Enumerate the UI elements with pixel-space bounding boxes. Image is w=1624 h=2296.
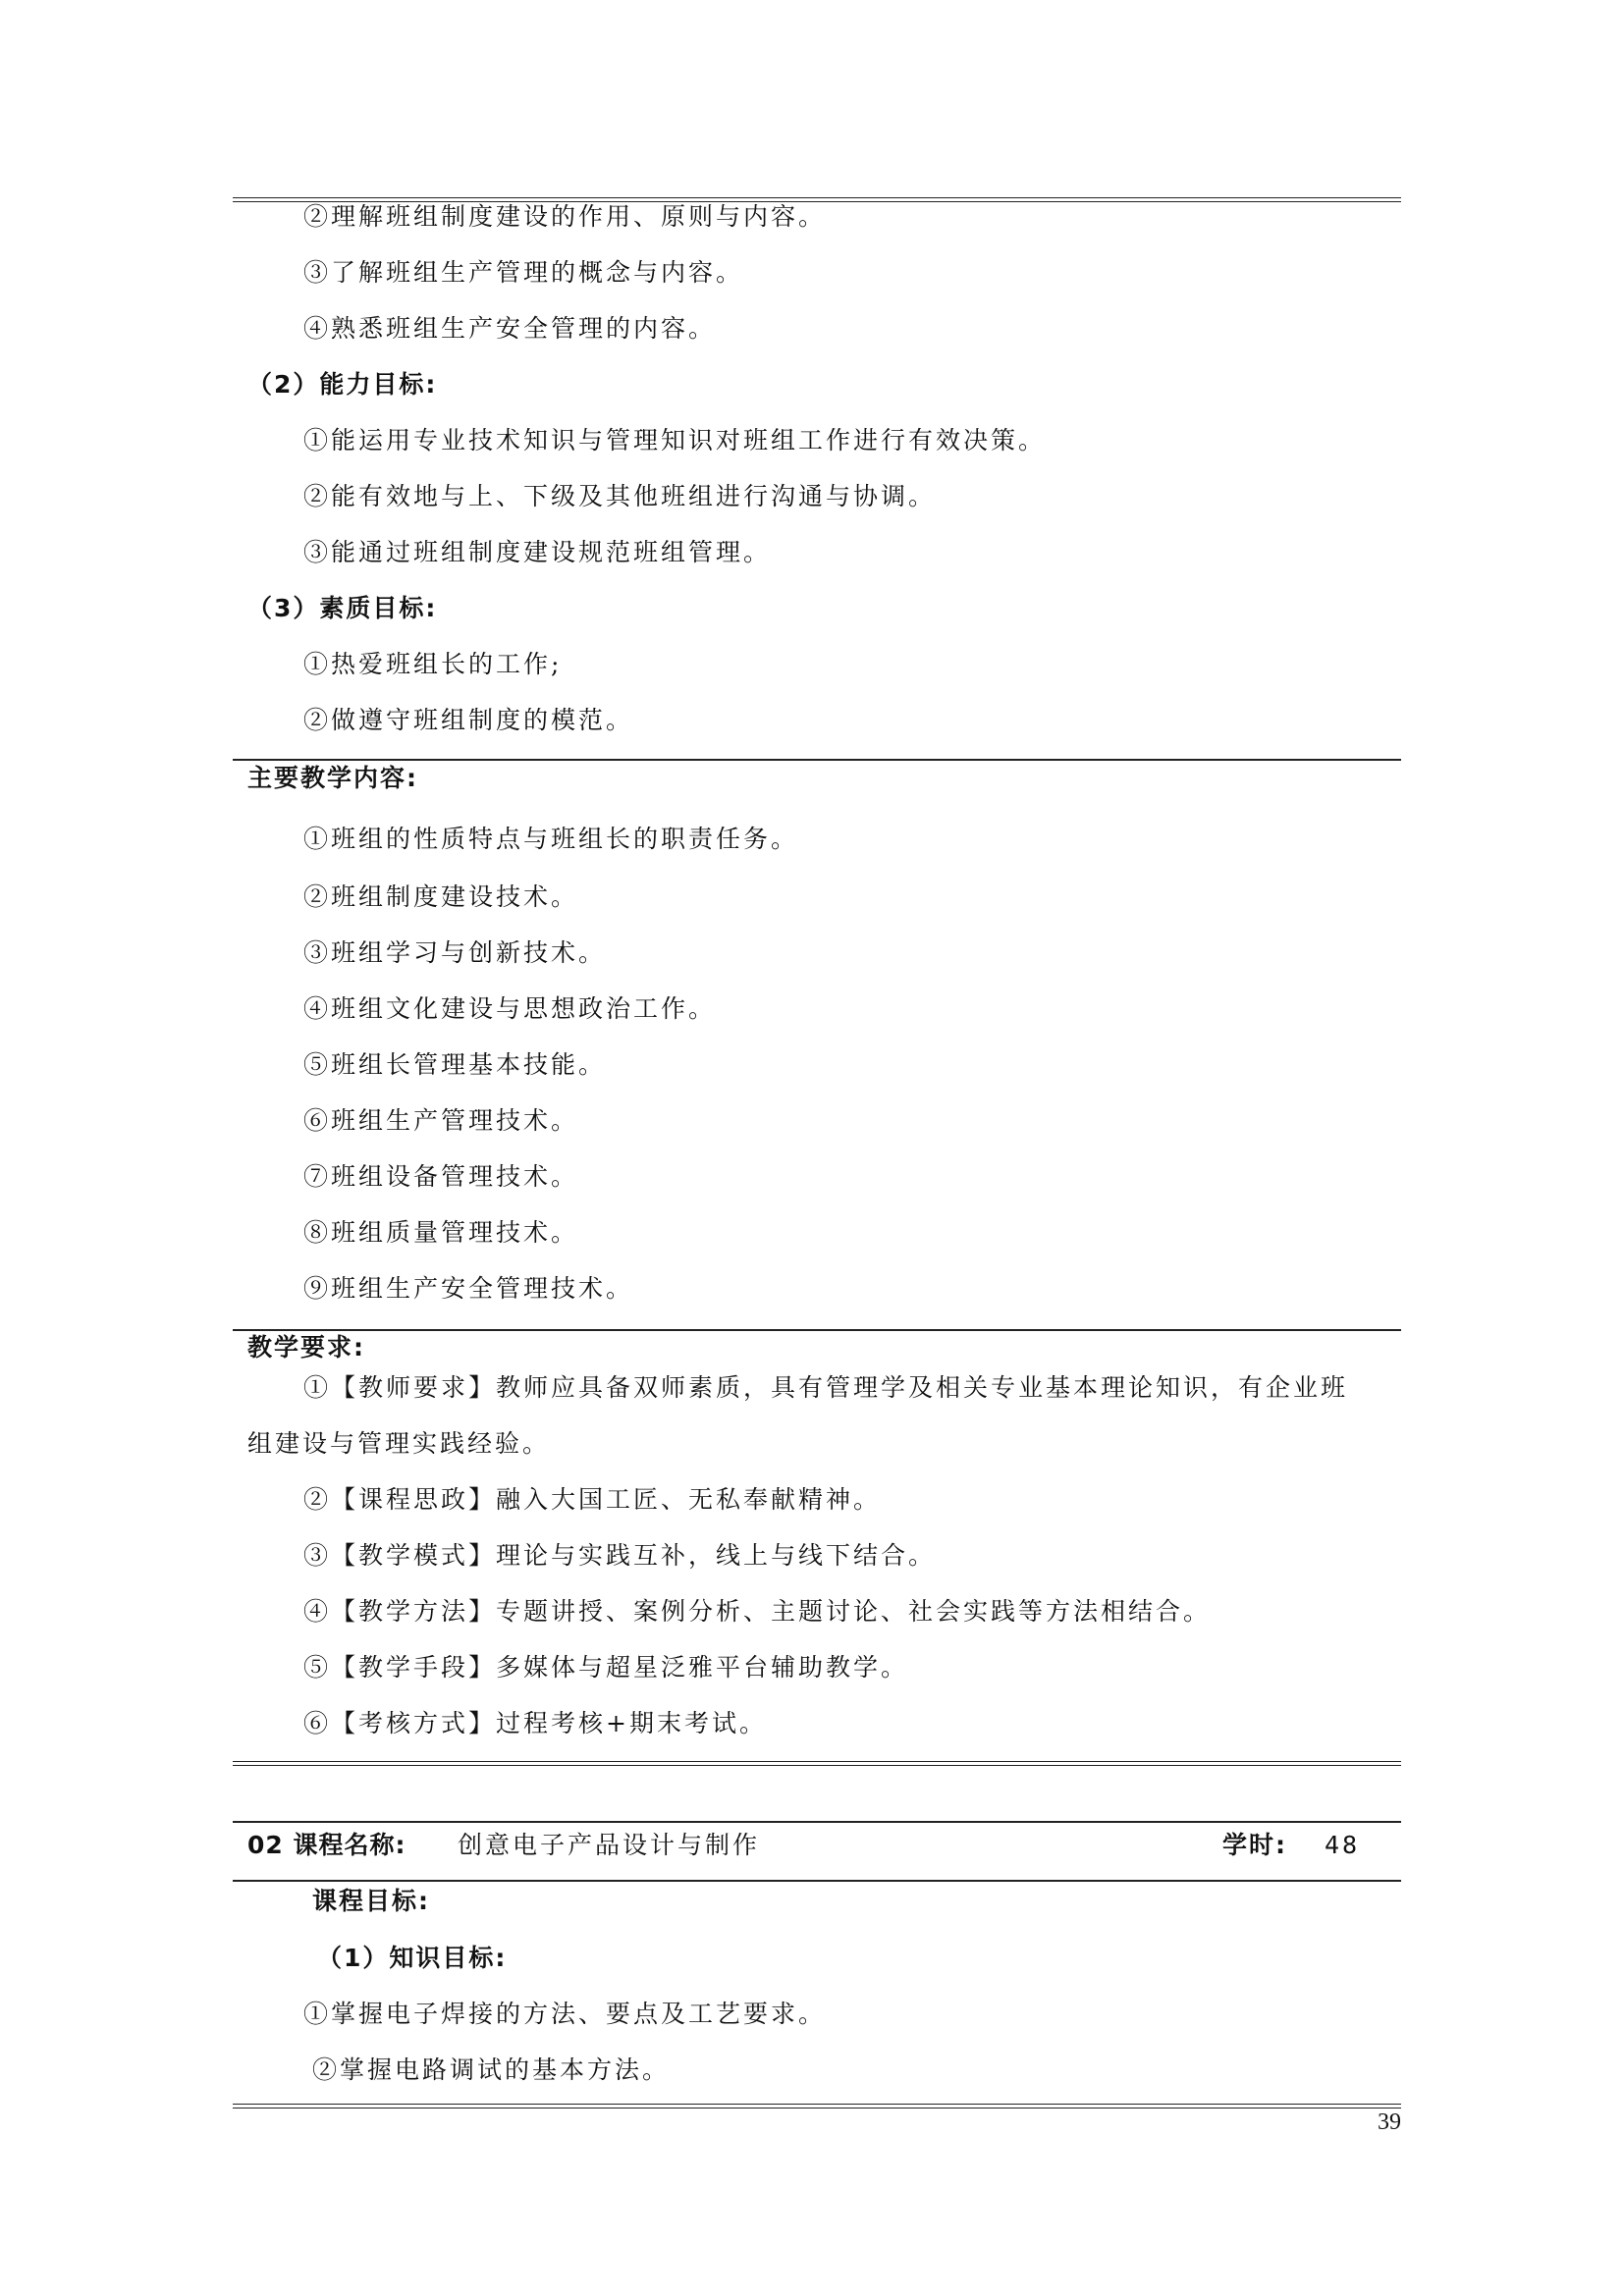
ability-item: ②能有效地与上、下级及其他班组进行沟通与协调。 (303, 482, 937, 510)
requirements-heading: 教学要求: (247, 1333, 365, 1362)
knowledge-item: ④熟悉班组生产安全管理的内容。 (303, 314, 717, 343)
course-name-value: 创意电子产品设计与制作 (458, 1831, 761, 1859)
quality-heading: （3）素质目标: (247, 594, 438, 622)
requirement-item: ⑤【教学手段】多媒体与超星泛雅平台辅助教学。 (303, 1653, 909, 1682)
section-divider (233, 759, 1401, 761)
bottom-rule (233, 2104, 1401, 2109)
requirement-item: ③【教学模式】理论与实践互补，线上与线下结合。 (303, 1541, 937, 1570)
knowledge-item: ②掌握电路调试的基本方法。 (312, 2056, 671, 2084)
ability-item: ③能通过班组制度建设规范班组管理。 (303, 538, 772, 566)
requirement-item: ⑥【考核方式】过程考核+期末考试。 (303, 1709, 767, 1737)
content-item: ⑧班组质量管理技术。 (303, 1218, 579, 1247)
knowledge-item: ①掌握电子焊接的方法、要点及工艺要求。 (303, 2000, 827, 2028)
content-item: ⑥班组生产管理技术。 (303, 1106, 579, 1135)
quality-item: ②做遵守班组制度的模范。 (303, 706, 634, 734)
course-hours-label: 学时: (1222, 1831, 1287, 1859)
course-header-rule (233, 1880, 1401, 1882)
page-number: 39 (1378, 2109, 1401, 2135)
course-hours-value: 48 (1325, 1831, 1361, 1859)
content-heading: 主要教学内容: (247, 764, 418, 792)
requirement-item: ②【课程思政】融入大国工匠、无私奉献精神。 (303, 1485, 882, 1514)
course-name-label: 02 课程名称: (247, 1831, 406, 1859)
content-item: ①班组的性质特点与班组长的职责任务。 (303, 825, 799, 853)
content-item: ②班组制度建设技术。 (303, 882, 579, 911)
knowledge-heading: （1）知识目标: (317, 1944, 508, 1972)
content-item: ⑨班组生产安全管理技术。 (303, 1274, 634, 1303)
content-item: ⑤班组长管理基本技能。 (303, 1050, 607, 1079)
knowledge-item: ③了解班组生产管理的概念与内容。 (303, 258, 744, 287)
content-item: ④班组文化建设与思想政治工作。 (303, 994, 717, 1023)
content-item: ⑦班组设备管理技术。 (303, 1162, 579, 1191)
objectives-heading: 课程目标: (312, 1887, 430, 1915)
section-divider (233, 1329, 1401, 1331)
table-bottom-rule (233, 1761, 1401, 1766)
requirement-item: ①【教师要求】教师应具备双师素质，具有管理学及相关专业基本理论知识，有企业班 (303, 1373, 1349, 1402)
requirement-item-continuation: 组建设与管理实践经验。 (247, 1429, 551, 1458)
course-top-rule (233, 1821, 1401, 1823)
requirement-item: ④【教学方法】专题讲授、案例分析、主题讨论、社会实践等方法相结合。 (303, 1597, 1212, 1626)
ability-item: ①能运用专业技术知识与管理知识对班组工作进行有效决策。 (303, 426, 1047, 454)
ability-heading: （2）能力目标: (247, 370, 438, 399)
quality-item: ①热爱班组长的工作; (303, 650, 563, 678)
knowledge-item: ②理解班组制度建设的作用、原则与内容。 (303, 202, 827, 231)
content-item: ③班组学习与创新技术。 (303, 938, 607, 967)
